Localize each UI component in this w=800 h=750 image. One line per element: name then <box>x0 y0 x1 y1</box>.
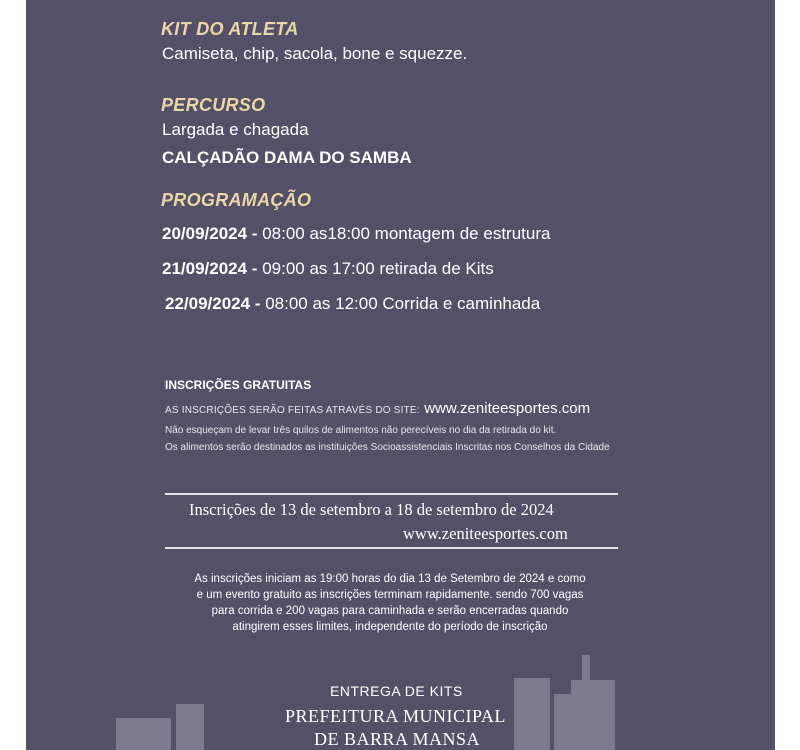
top-divider <box>165 493 618 495</box>
registration-site-text: AS INSCRIÇÕES SERÃO FEITAS ATRAVÉS DO SITE: <box>165 405 420 416</box>
schedule-heading: PROGRAMAÇÃO <box>161 190 312 210</box>
bottom-divider <box>165 547 618 549</box>
schedule-item <box>165 294 540 314</box>
route-description: Largada e chagada <box>162 120 309 139</box>
schedule-detail: 08:00 as18:00 montagem de estrutura <box>262 224 551 243</box>
event-poster <box>26 0 775 750</box>
route-location: CALÇADÃO DAMA DO SAMBA <box>162 148 412 167</box>
kit-heading: KIT DO ATLETA <box>161 19 299 39</box>
schedule-date: 21/09/2024 - <box>162 259 263 278</box>
food-note-1: Não esqueçam de levar três quilos de alimentos não perecíveis no dia da retirada do kit. <box>165 425 557 436</box>
route-heading: PERCURSO <box>161 95 266 115</box>
schedule-date: 22/09/2024 - <box>165 294 266 313</box>
period-site[interactable]: www.zeniteesportes.com <box>403 524 568 543</box>
delivery-place-line-2: DE BARRA MANSA <box>314 729 481 749</box>
schedule-date: 20/09/2024 - <box>162 224 263 243</box>
food-note-2: Os alimentos serão destinados as instituições Socioassistenciais Inscritas nos Conselhos da Cidade <box>165 442 610 453</box>
schedule-item <box>162 224 550 244</box>
schedule-item <box>162 259 494 279</box>
kit-description: Camiseta, chip, sacola, bone e squezze. <box>162 44 468 63</box>
registration-heading: INSCRIÇÕES GRATUITAS <box>165 378 312 392</box>
registration-site-line <box>165 400 590 418</box>
kit-delivery-heading: ENTREGA DE KITS <box>330 683 463 699</box>
schedule-detail: 09:00 as 17:00 retirada de Kits <box>262 259 494 278</box>
schedule-detail: 08:00 as 12:00 Corrida e caminhada <box>265 294 541 313</box>
registration-site-link[interactable]: www.zeniteesportes.com <box>424 400 591 417</box>
registration-period: Inscrições de 13 de setembro a 18 de setembro de 2024 <box>189 500 554 519</box>
registration-note: As inscrições iniciam as 19:00 horas do dia 13 de Setembro de 2024 e como e um evento gratuito as inscrições terminam rapidamente. sendo 700 vagas para corrida e 200 vagas para caminhada e serão encerradas quando atingirem esses limites, independente do período de inscrição <box>194 573 586 633</box>
delivery-place-line-1: PREFEITURA MUNICIPAL <box>285 706 506 726</box>
